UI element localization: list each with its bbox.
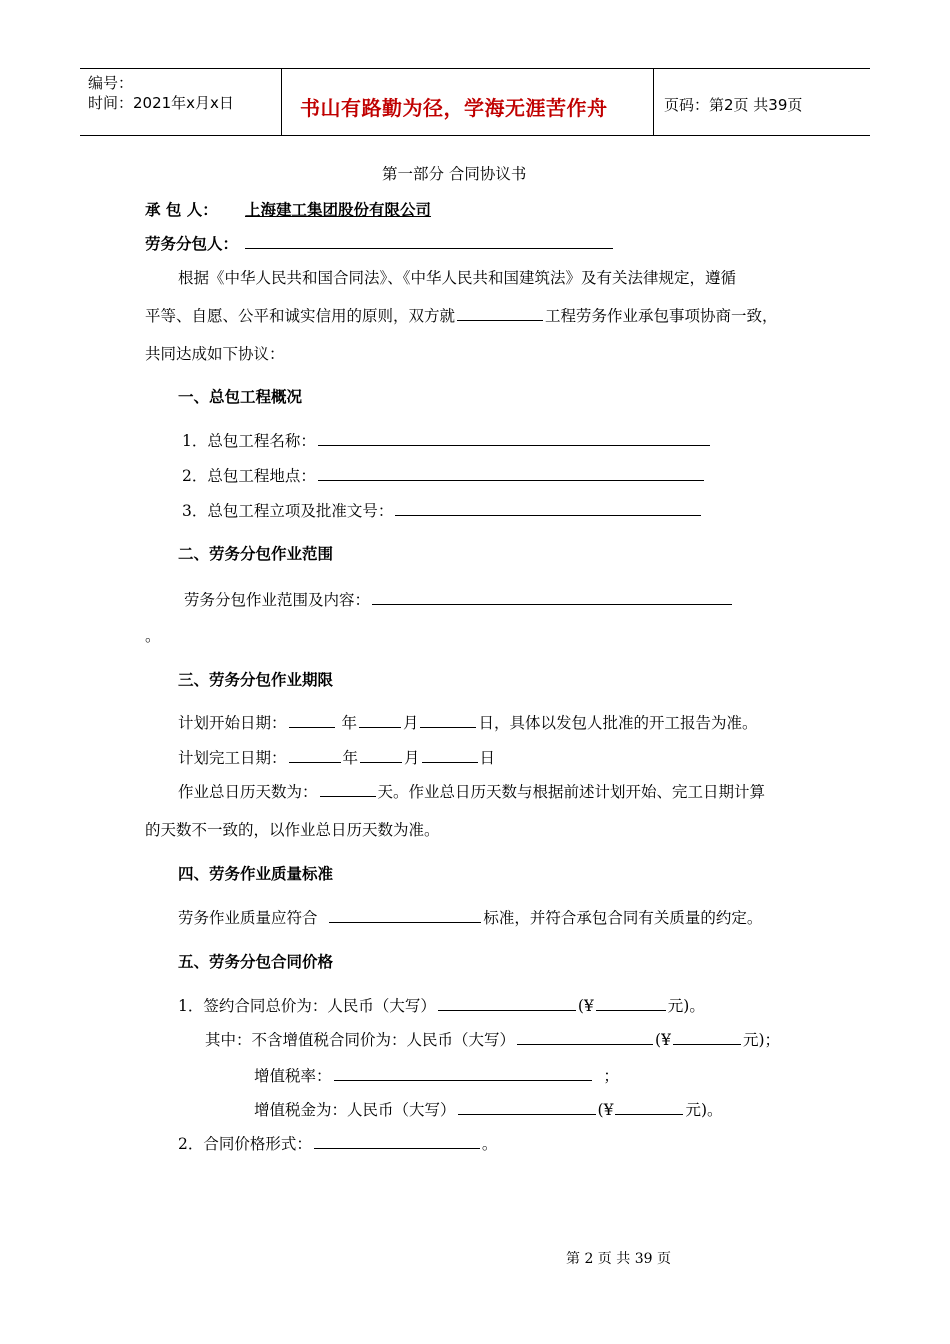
intro-line-1: 根据《中华人民共和国合同法》、《中华人民共和国建筑法》及有关法律规定，遵循 bbox=[178, 269, 737, 287]
s3-start-year-unit: 年 bbox=[341, 714, 357, 732]
header-top-border bbox=[80, 68, 870, 69]
s5-item-1-amount-blank bbox=[596, 996, 666, 1011]
s5-price-form-blank bbox=[314, 1134, 480, 1149]
s3-total-line-2: 的天数不一致的，以作业总日历天数为准。 bbox=[145, 821, 440, 839]
s3-end-day-blank bbox=[422, 748, 478, 763]
s4-text bbox=[178, 906, 762, 928]
s3-total-label: 作业总日历天数为： bbox=[178, 783, 318, 801]
header-motto: 书山有路勤为径，学海无涯苦作舟 bbox=[300, 96, 608, 120]
header-page-info: 页码：第2页 共39页 bbox=[664, 96, 803, 114]
s3-end-year-blank bbox=[289, 748, 341, 763]
header-divider-right bbox=[653, 68, 654, 136]
s5-sub-2-end: ； bbox=[603, 1067, 619, 1085]
s5-sub-3-label: 增值税金为：人民币（大写） bbox=[254, 1101, 456, 1119]
s3-end-date bbox=[178, 746, 495, 768]
s5-sub-2-label: 增值税率： bbox=[254, 1067, 332, 1085]
s4-text-a: 劳务作业质量应符合 bbox=[178, 909, 318, 927]
s2-end: 。 bbox=[145, 627, 161, 645]
s5-sub-1-amount-blank bbox=[673, 1030, 741, 1045]
contractor-label: 承 包 人： bbox=[145, 201, 218, 219]
s3-total-blank bbox=[320, 782, 376, 797]
part-title: 第一部分 合同协议书 bbox=[382, 165, 527, 183]
intro-line-2 bbox=[145, 304, 778, 326]
subcontractor-label: 劳务分包人： bbox=[145, 235, 239, 253]
header-number-label: 编号： bbox=[88, 74, 134, 92]
s3-start-year-blank bbox=[289, 713, 335, 728]
s5-item-1-unit: 元)。 bbox=[667, 997, 705, 1015]
s5-item-1-yen: (¥ bbox=[577, 997, 594, 1015]
s3-start-label: 计划开始日期： bbox=[178, 714, 287, 732]
s5-item-2 bbox=[178, 1132, 497, 1154]
s3-end-label: 计划完工日期： bbox=[178, 749, 287, 767]
s1-item-2-label: 2．总包工程地点： bbox=[182, 467, 316, 485]
s5-item-2-end: 。 bbox=[481, 1135, 498, 1153]
s3-end-month-blank bbox=[360, 748, 402, 763]
s5-item-1-words-blank bbox=[438, 996, 576, 1011]
page-footer: 第 2 页 共 39 页 bbox=[566, 1251, 671, 1267]
s3-start-date bbox=[178, 711, 758, 733]
s1-item-1-blank bbox=[318, 431, 710, 446]
section-1-title: 一、总包工程概况 bbox=[178, 388, 303, 406]
s3-start-month-blank bbox=[359, 713, 401, 728]
s5-sub-2 bbox=[254, 1064, 619, 1086]
s2-text-label: 劳务分包作业范围及内容： bbox=[184, 591, 371, 609]
header-divider-left bbox=[281, 68, 282, 136]
contractor-name: 上海建工集团股份有限公司 bbox=[245, 201, 432, 219]
intro-line-2b: 工程劳务作业承包事项协商一致， bbox=[545, 307, 778, 325]
s3-start-tail: ，具体以发包人批准的开工报告为准。 bbox=[494, 714, 758, 732]
s4-text-b: 标准，并符合承包合同有关质量的约定。 bbox=[483, 909, 763, 927]
s5-sub-1-words-blank bbox=[517, 1030, 653, 1045]
s1-item-3-label: 3．总包工程立项及批准文号： bbox=[182, 502, 394, 520]
s1-item-1-label: 1．总包工程名称： bbox=[182, 432, 316, 450]
s3-end-day-unit: 日 bbox=[479, 749, 496, 767]
header-bottom-border bbox=[80, 135, 870, 136]
s5-tax-rate-blank bbox=[334, 1066, 592, 1081]
s5-sub-3 bbox=[254, 1098, 723, 1120]
s5-sub-3-words-blank bbox=[458, 1100, 596, 1115]
intro-line-3: 共同达成如下协议： bbox=[145, 345, 285, 363]
header-time-label: 时间：2021年x月x日 bbox=[88, 94, 234, 112]
intro-line-2a: 平等、自愿、公平和诚实信用的原则，双方就 bbox=[145, 307, 456, 325]
s1-item-2 bbox=[182, 464, 706, 486]
s3-start-day-unit: 日 bbox=[478, 714, 494, 732]
s5-item-1 bbox=[178, 994, 705, 1016]
s3-end-year-unit: 年 bbox=[342, 749, 359, 767]
s1-item-3 bbox=[182, 499, 703, 521]
s3-total-tail: 天。作业总日历天数与根据前述计划开始、完工日期计算 bbox=[377, 783, 766, 801]
project-name-blank bbox=[457, 306, 543, 321]
s3-total-days bbox=[178, 780, 765, 802]
s5-sub-3-unit: 元)。 bbox=[685, 1101, 723, 1119]
s1-item-1 bbox=[182, 429, 712, 451]
s3-end-month-unit: 月 bbox=[404, 749, 420, 767]
s2-scope-blank bbox=[372, 590, 732, 605]
section-4-title: 四、劳务作业质量标准 bbox=[178, 865, 334, 883]
section-5-title: 五、劳务分包合同价格 bbox=[178, 953, 334, 971]
s5-item-2-label: 2．合同价格形式： bbox=[178, 1135, 312, 1153]
s5-sub-1-yen: (¥ bbox=[655, 1031, 671, 1049]
section-2-title: 二、劳务分包作业范围 bbox=[178, 545, 334, 563]
s1-item-3-blank bbox=[395, 501, 701, 516]
subcontractor-blank bbox=[245, 233, 613, 249]
s5-sub-3-amount-blank bbox=[615, 1100, 683, 1115]
s3-start-month-unit: 月 bbox=[402, 714, 419, 732]
s1-item-2-blank bbox=[318, 466, 704, 481]
s5-sub-1-label: 其中：不含增值税合同价为：人民币（大写） bbox=[205, 1031, 516, 1049]
s5-sub-3-yen: (¥ bbox=[597, 1101, 614, 1119]
s5-sub-1 bbox=[205, 1028, 780, 1050]
s2-text bbox=[184, 588, 734, 610]
s5-sub-1-unit: 元)； bbox=[742, 1031, 780, 1049]
s4-standard-blank bbox=[329, 908, 481, 923]
section-3-title: 三、劳务分包作业期限 bbox=[178, 671, 334, 689]
s5-item-1-label: 1．签约合同总价为：人民币（大写） bbox=[178, 997, 436, 1015]
s3-start-day-blank bbox=[420, 713, 476, 728]
